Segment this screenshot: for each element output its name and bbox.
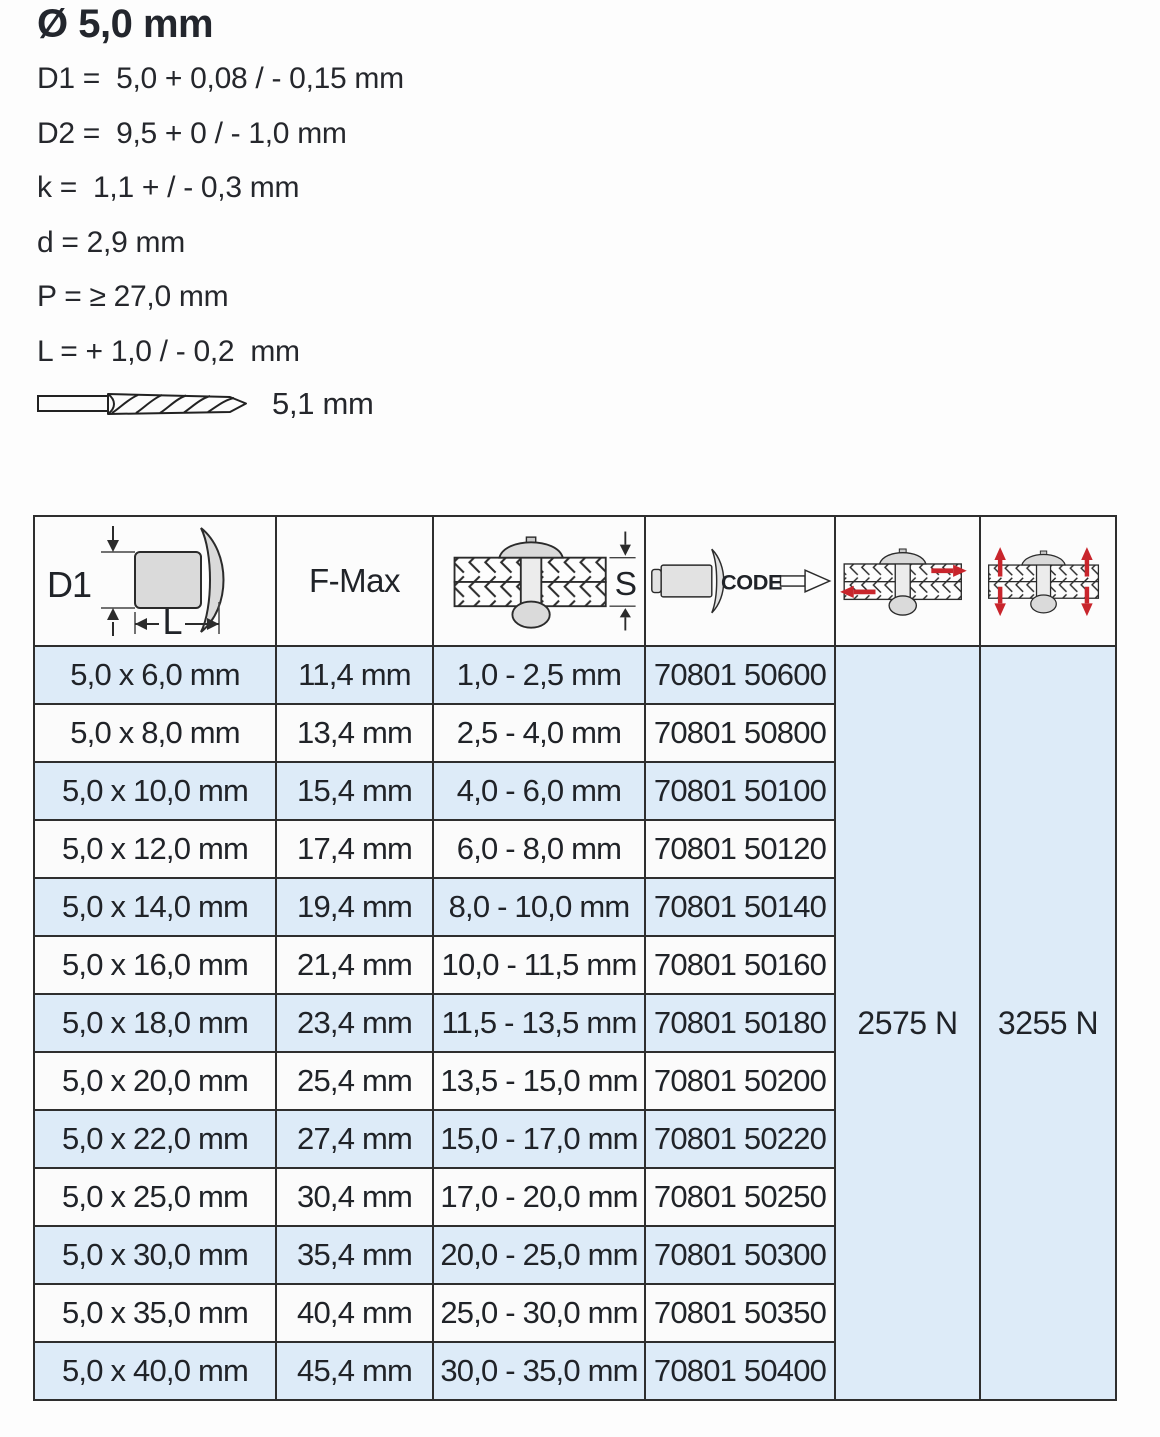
- code-cell: 70801 50250: [646, 1169, 834, 1225]
- grip-cell: 11,5 - 13,5 mm: [434, 995, 644, 1051]
- tensile-value: 3255 N: [997, 1004, 1099, 1041]
- code-cell: 70801 50400: [646, 1343, 834, 1399]
- fmax-cell: 30,4 mm: [277, 1169, 432, 1225]
- header-shear-cell: [836, 517, 979, 645]
- drill-size-label: 5,1 mm: [272, 386, 374, 421]
- code-cell: 70801 50120: [646, 821, 834, 877]
- code-label: CODE: [720, 569, 783, 595]
- d1-label: D1: [46, 564, 91, 605]
- fmax-cell: 27,4 mm: [277, 1111, 432, 1167]
- grip-cell: 8,0 - 10,0 mm: [434, 879, 644, 935]
- drill-row: [36, 386, 374, 422]
- spec-table: [33, 515, 1117, 1401]
- code-cell: 70801 50350: [646, 1285, 834, 1341]
- grip-cell: 1,0 - 2,5 mm: [434, 647, 644, 703]
- fmax-cell: 45,4 mm: [277, 1343, 432, 1399]
- header-fmax-cell: [277, 517, 432, 645]
- size-cell: 5,0 x 18,0 mm: [35, 995, 275, 1051]
- shear-strength-icon: [836, 522, 979, 640]
- fmax-cell: 25,4 mm: [277, 1053, 432, 1109]
- spec-line-d2: D2 = 9,5 + 0 / - 1,0 mm: [37, 116, 347, 150]
- fmax-cell: 35,4 mm: [277, 1227, 432, 1283]
- spec-line-d1: D1 = 5,0 + 0,08 / - 0,15 mm: [37, 62, 404, 95]
- code-cell: 70801 50220: [646, 1111, 834, 1167]
- shear-value: 2575 N: [857, 1004, 958, 1041]
- size-cell: 5,0 x 25,0 mm: [35, 1169, 275, 1225]
- fmax-label: F-Max: [309, 562, 400, 599]
- grip-cell: 30,0 - 35,0 mm: [434, 1343, 644, 1399]
- fmax-cell: 19,4 mm: [277, 879, 432, 935]
- tensile-value-cell: [981, 647, 1115, 1399]
- spec-line-l: L = + 1,0 / - 0,2 mm: [37, 334, 300, 368]
- grip-cell: 6,0 - 8,0 mm: [434, 821, 644, 877]
- rivet-code-icon: [646, 525, 834, 637]
- spec-line-k: k = 1,1 + / - 0,3 mm: [37, 171, 300, 204]
- size-cell: 5,0 x 6,0 mm: [35, 647, 275, 703]
- size-cell: 5,0 x 14,0 mm: [35, 879, 275, 935]
- drill-bit-icon: [36, 386, 248, 422]
- size-cell: 5,0 x 35,0 mm: [35, 1285, 275, 1341]
- header-size-diagram-cell: [35, 517, 275, 645]
- fmax-cell: 15,4 mm: [277, 763, 432, 819]
- size-cell: 5,0 x 40,0 mm: [35, 1343, 275, 1399]
- shear-value-cell: [836, 647, 979, 1399]
- spec-list: [37, 52, 404, 379]
- code-cell: 70801 50200: [646, 1053, 834, 1109]
- size-cell: 5,0 x 10,0 mm: [35, 763, 275, 819]
- size-cell: 5,0 x 20,0 mm: [35, 1053, 275, 1109]
- grip-cell: 10,0 - 11,5 mm: [434, 937, 644, 993]
- spec-line-p: P = ≥ 27,0 mm: [37, 280, 229, 313]
- grip-cell: 25,0 - 30,0 mm: [434, 1285, 644, 1341]
- fmax-cell: 21,4 mm: [277, 937, 432, 993]
- fmax-cell: 11,4 mm: [277, 647, 432, 703]
- fmax-cell: 17,4 mm: [277, 821, 432, 877]
- size-cell: 5,0 x 16,0 mm: [35, 937, 275, 993]
- fmax-cell: 40,4 mm: [277, 1285, 432, 1341]
- fmax-cell: 13,4 mm: [277, 705, 432, 761]
- grip-cell: 20,0 - 25,0 mm: [434, 1227, 644, 1283]
- page-title: Ø 5,0 mm: [37, 2, 214, 46]
- header-grip-cell: [434, 517, 644, 645]
- code-cell: 70801 50180: [646, 995, 834, 1051]
- grip-cell: 15,0 - 17,0 mm: [434, 1111, 644, 1167]
- grip-cell: 13,5 - 15,0 mm: [434, 1053, 644, 1109]
- grip-cell: 4,0 - 6,0 mm: [434, 763, 644, 819]
- s-label: S: [614, 566, 637, 603]
- header-code-cell: [646, 517, 834, 645]
- tensile-strength-icon: [981, 522, 1115, 640]
- code-cell: 70801 50800: [646, 705, 834, 761]
- code-cell: 70801 50160: [646, 937, 834, 993]
- grip-cell: 2,5 - 4,0 mm: [434, 705, 644, 761]
- grip-range-icon: [434, 522, 644, 640]
- size-cell: 5,0 x 12,0 mm: [35, 821, 275, 877]
- rivet-dimension-icon: [43, 522, 268, 640]
- grip-cell: 17,0 - 20,0 mm: [434, 1169, 644, 1225]
- size-cell: 5,0 x 8,0 mm: [35, 705, 275, 761]
- code-cell: 70801 50100: [646, 763, 834, 819]
- fmax-cell: 23,4 mm: [277, 995, 432, 1051]
- code-cell: 70801 50300: [646, 1227, 834, 1283]
- size-cell: 5,0 x 22,0 mm: [35, 1111, 275, 1167]
- size-cell: 5,0 x 30,0 mm: [35, 1227, 275, 1283]
- l-label: L: [161, 601, 182, 640]
- header-tensile-cell: [981, 517, 1115, 645]
- code-cell: 70801 50600: [646, 647, 834, 703]
- code-cell: 70801 50140: [646, 879, 834, 935]
- spec-line-d: d = 2,9 mm: [37, 225, 185, 259]
